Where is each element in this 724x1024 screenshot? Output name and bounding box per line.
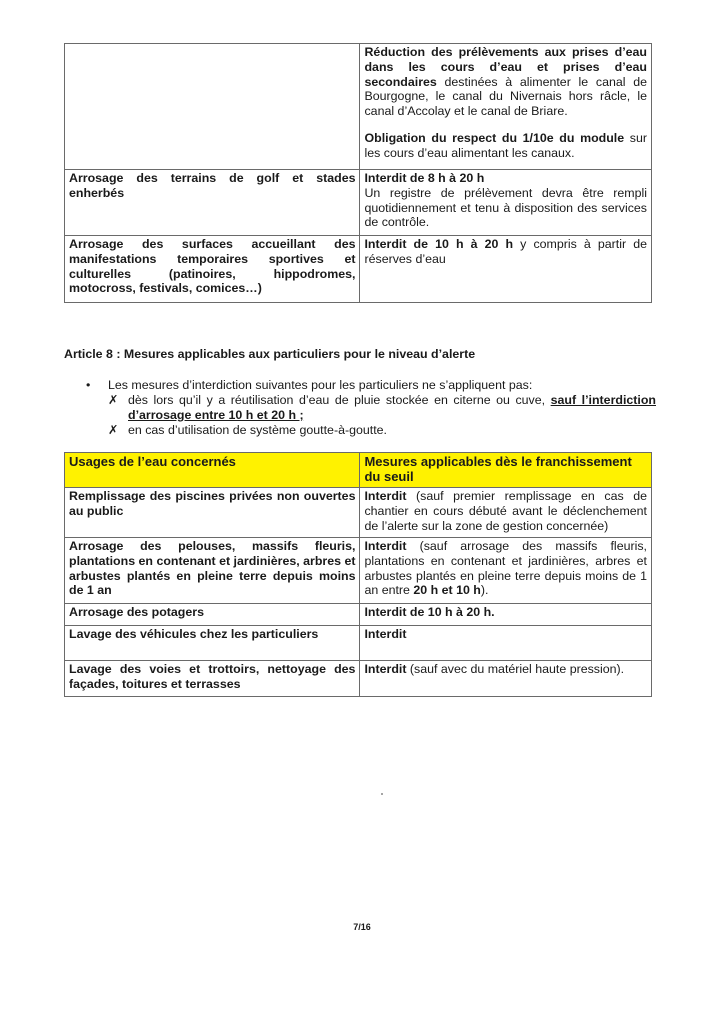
measure-text: y compris à partir de réserves d’eau bbox=[364, 237, 648, 266]
measure-text: (sauf avec du matériel haute pression). bbox=[406, 662, 625, 676]
measure-bold: Interdit de 10 h à 20 h bbox=[364, 237, 514, 251]
measure-cell bbox=[360, 661, 652, 697]
measure-bold: Réduction des prélèvements aux prises d’eau dans les cours d’eau et prises d’eau secondaires bbox=[364, 45, 647, 89]
measure-bold: Interdit de 10 h à 20 h. bbox=[364, 605, 495, 619]
table-row bbox=[65, 236, 652, 303]
table-row bbox=[65, 170, 652, 236]
column-header-usage: Usages de l’eau concernés bbox=[65, 453, 360, 488]
usage-cell: Lavage des véhicules chez les particuliers bbox=[65, 626, 360, 661]
usage-cell: Arrosage des surfaces accueillant des manifestations temporaires sportives et culturelles (patinoires, hippodromes, motocross, festivals, comices…) bbox=[65, 236, 360, 303]
measure-cell bbox=[360, 170, 652, 236]
scan-speck bbox=[381, 793, 383, 795]
exemptions-intro: Les mesures d’interdiction suivantes pour les particuliers ne s’appliquent pas: bbox=[108, 378, 533, 392]
measure-cell bbox=[360, 538, 652, 604]
measure-text: (sauf premier remplissage en cas de chantier en cours débuté avant le déclenchement de l’alerte sur la zone de gestion concernée) bbox=[364, 489, 647, 533]
table-row bbox=[65, 488, 652, 538]
list-item-text: dès lors qu’il y a réutilisation d’eau de pluie stockée en citerne ou cuve, bbox=[128, 393, 551, 407]
measure-bold: Interdit bbox=[364, 662, 407, 676]
table-row bbox=[65, 626, 652, 661]
usage-cell: Lavage des voies et trottoirs, nettoyage des façades, toitures et terrasses bbox=[65, 661, 360, 697]
measure-text: sur les cours d’eau alimentant les canaux. bbox=[364, 130, 647, 160]
measure-text: destinées à alimenter le canal de Bourgogne, le canal du Nivernais hors râcle, le canal d’Accolay et le canal de Briare. bbox=[364, 74, 647, 119]
measure-text: (sauf arrosage des massifs fleuris, plantations en contenant et jardinières, arbres et arbustes plantés en pleine terre depuis moins de 1 an entre bbox=[364, 539, 647, 598]
table-row bbox=[65, 604, 652, 626]
measure-bold: Interdit bbox=[364, 627, 407, 641]
restrictions-table-continued bbox=[64, 43, 652, 303]
bullet-icon: • bbox=[86, 378, 91, 392]
cross-icon: ✗ bbox=[108, 423, 119, 437]
table-row bbox=[65, 538, 652, 604]
measure-paragraph bbox=[364, 131, 647, 161]
usage-cell bbox=[65, 44, 360, 170]
measure-cell bbox=[360, 488, 652, 538]
alert-measures-table bbox=[64, 452, 652, 697]
measure-text: Un registre de prélèvement devra être rempli quotidiennement et tenu à disposition des services de contrôle. bbox=[364, 185, 647, 230]
measure-bold: 20 h et 10 h bbox=[413, 583, 481, 598]
measure-bold: Interdit de 8 h à 20 h bbox=[364, 171, 485, 185]
table-row bbox=[65, 44, 652, 170]
table-header-row bbox=[65, 453, 652, 488]
list-item-emphasis: sauf l’interdiction d’arrosage entre 10 h et 20 h ; bbox=[128, 393, 656, 422]
measure-text: ). bbox=[480, 583, 489, 598]
exemptions-list bbox=[86, 378, 656, 438]
article-heading: Article 8 : Mesures applicables aux particuliers pour le niveau d’alerte bbox=[64, 347, 476, 361]
measure-cell bbox=[360, 236, 652, 303]
cross-icon: ✗ bbox=[108, 393, 119, 407]
measure-cell bbox=[360, 44, 652, 170]
column-header-measures: Mesures applicables dès le franchissement du seuil bbox=[360, 453, 652, 488]
list-item bbox=[108, 423, 656, 438]
measure-cell bbox=[360, 604, 652, 626]
measure-bold: Interdit bbox=[364, 539, 407, 553]
usage-cell: Arrosage des terrains de golf et stades enherbés bbox=[65, 170, 360, 236]
measure-cell bbox=[360, 626, 652, 661]
page-number: 7/16 bbox=[353, 922, 371, 932]
usage-cell: Arrosage des potagers bbox=[65, 604, 360, 626]
usage-cell: Remplissage des piscines privées non ouvertes au public bbox=[65, 488, 360, 538]
list-item-text: en cas d’utilisation de système goutte-à-goutte. bbox=[128, 423, 387, 437]
measure-bold: Obligation du respect du 1/10e du module bbox=[364, 130, 625, 145]
measure-bold: Interdit bbox=[364, 489, 407, 503]
table-row bbox=[65, 661, 652, 697]
list-item bbox=[108, 393, 656, 423]
usage-cell: Arrosage des pelouses, massifs fleuris, plantations en contenant et jardinières, arbres et arbustes plantés en pleine terre depuis moins de 1 an bbox=[65, 538, 360, 604]
